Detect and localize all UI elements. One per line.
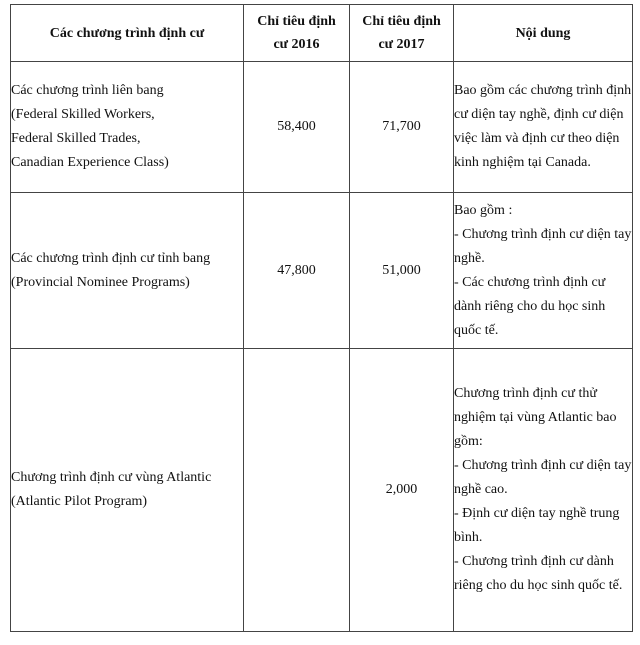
quota-2016-cell: 47,800 — [244, 193, 350, 349]
content-line: - Chương trình định cư dành riêng cho du học sinh quốc tế. — [454, 554, 623, 593]
program-cell — [11, 193, 244, 349]
content-line: Chương trình định cư thử nghiệm tại vùng Atlantic bao gồm: — [454, 386, 617, 449]
program-line: Các chương trình liên bang — [11, 83, 164, 98]
content-line: Bao gồm : — [454, 202, 513, 218]
program-cell — [11, 62, 244, 193]
header-program: Các chương trình định cư — [11, 5, 244, 62]
program-line: (Federal Skilled Workers, — [11, 107, 155, 122]
content-line: - Các chương trình định cư dành riêng cho du học sinh quốc tế. — [454, 274, 606, 338]
header-row — [11, 5, 633, 62]
program-line: Canadian Experience Class) — [11, 155, 169, 170]
content-line: - Chương trình định cư diện tay nghề cao. — [454, 458, 632, 497]
table-row — [11, 193, 633, 349]
program-line: Các chương trình định cư tỉnh bang — [11, 250, 211, 266]
content-line: - Chương trình định cư diện tay nghề. — [454, 226, 632, 266]
content-cell — [454, 349, 633, 632]
header-content: Nội dung — [454, 5, 633, 62]
quota-2016-cell: 58,400 — [244, 62, 350, 193]
table-row — [11, 349, 633, 632]
quota-2017-cell: 2,000 — [350, 349, 454, 632]
program-cell — [11, 349, 244, 632]
table-row — [11, 62, 633, 193]
content-line: - Định cư diện tay nghề trung bình. — [454, 506, 620, 545]
program-line: (Atlantic Pilot Program) — [11, 494, 148, 509]
header-quota-2016: Chỉ tiêu định cư 2016 — [244, 5, 350, 62]
program-line: Federal Skilled Trades, — [11, 131, 141, 146]
content-cell — [454, 193, 633, 349]
quota-2017-cell: 71,700 — [350, 62, 454, 193]
quota-2017-cell: 51,000 — [350, 193, 454, 349]
immigration-quota-table — [10, 4, 633, 632]
program-line: (Provincial Nominee Programs) — [11, 274, 190, 290]
content-cell — [454, 62, 633, 193]
content-line: Bao gồm các chương trình định cư diện tay nghề, định cư diện việc làm và định cư theo diện kinh nghiệm tại Canada. — [454, 83, 632, 170]
quota-2016-cell — [244, 349, 350, 632]
header-quota-2017: Chỉ tiêu định cư 2017 — [350, 5, 454, 62]
program-line: Chương trình định cư vùng Atlantic — [11, 470, 212, 485]
